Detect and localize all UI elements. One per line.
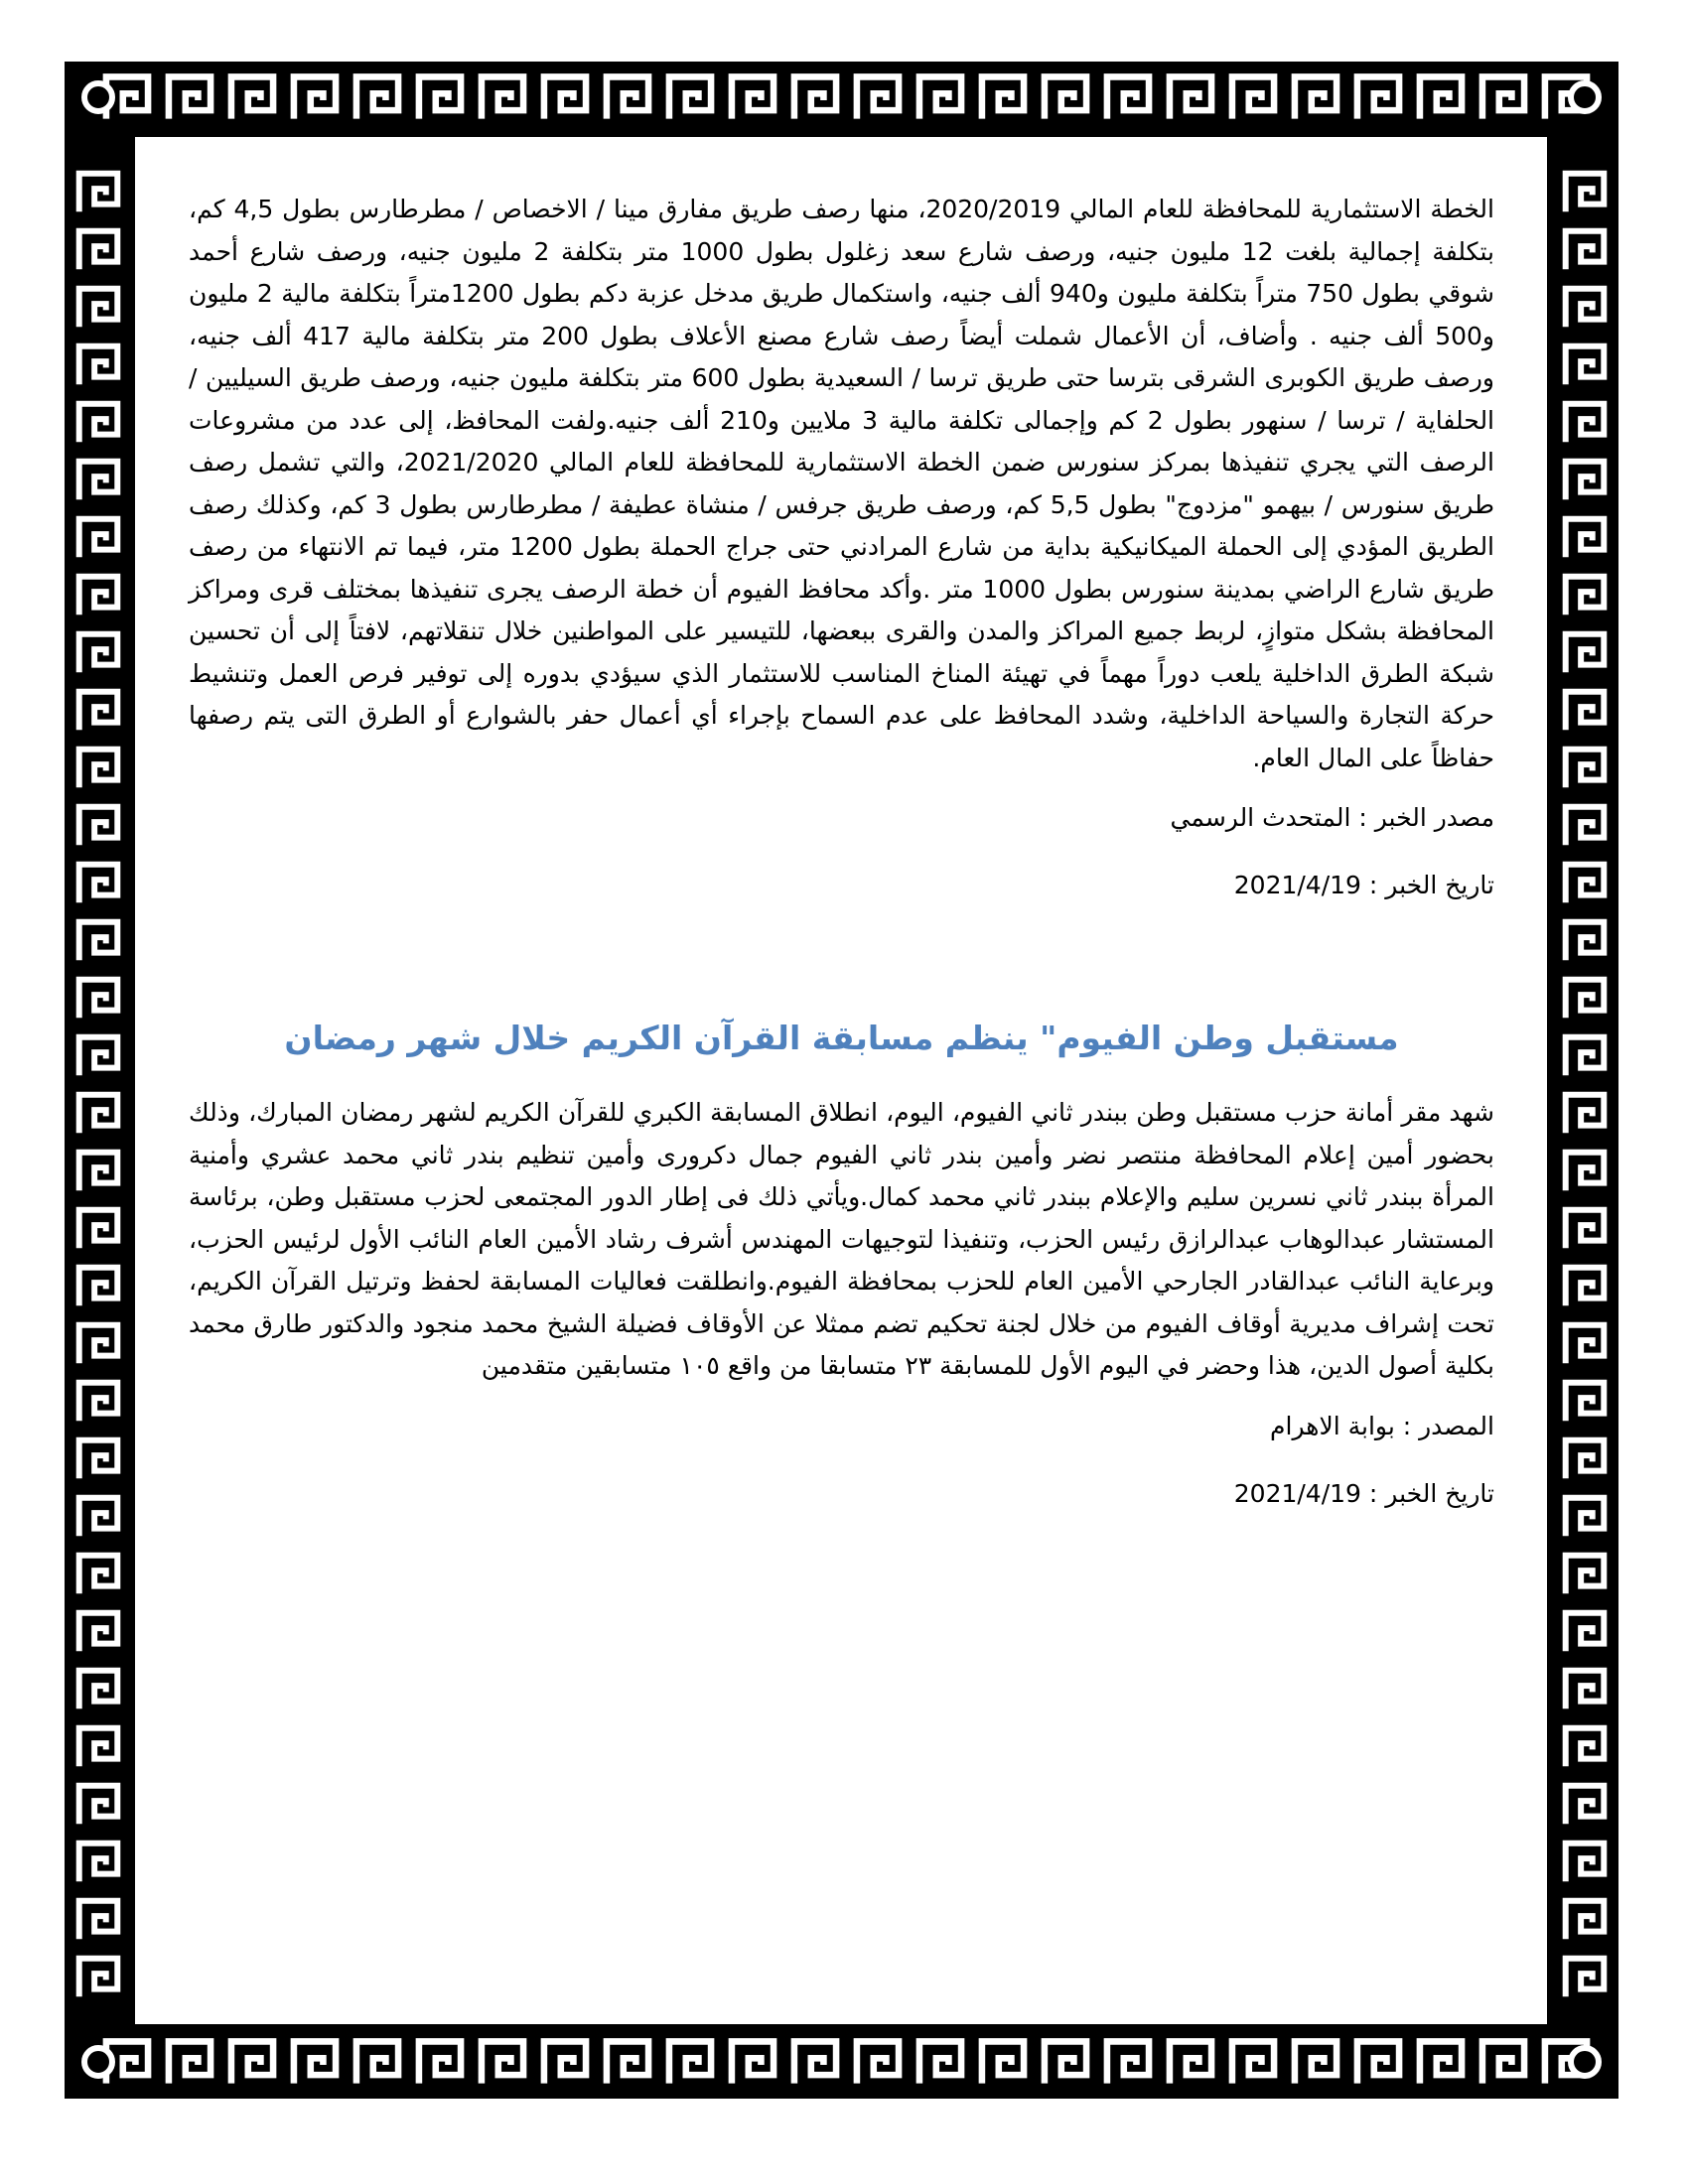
greek-key-tile bbox=[79, 1556, 118, 1594]
greek-key-tile bbox=[79, 1268, 118, 1306]
greek-key-tile bbox=[1566, 922, 1605, 961]
greek-key-tile bbox=[544, 2041, 586, 2083]
greek-key-tile bbox=[79, 1843, 118, 1882]
greek-key-tile bbox=[1566, 174, 1605, 212]
greek-key-tile bbox=[1566, 462, 1605, 500]
greek-key-tile bbox=[607, 76, 648, 118]
greek-key-tile bbox=[79, 980, 118, 1019]
greek-key-tile bbox=[231, 2041, 273, 2083]
greek-key-tile bbox=[857, 2041, 899, 2083]
greek-key-tile bbox=[79, 519, 118, 558]
greek-key-tile bbox=[169, 76, 211, 118]
greek-key-tile bbox=[794, 2041, 836, 2083]
corner-circle-ornament bbox=[84, 83, 112, 111]
greek-key-tile bbox=[1566, 1095, 1605, 1134]
article2-source: المصدر : بوابة الاهرام bbox=[1270, 1411, 1494, 1440]
greek-key-tile bbox=[1566, 865, 1605, 903]
greek-key-tile bbox=[1566, 346, 1605, 385]
greek-key-tile bbox=[79, 1671, 118, 1709]
greek-key-tile bbox=[1357, 2041, 1399, 2083]
greek-key-tile bbox=[1357, 76, 1399, 118]
document-content bbox=[189, 189, 1494, 1511]
article1-body: الخطة الاستثمارية للمحافظة للعام المالي 2020/2019، منها رصف طريق مفارق مينا / الاخصاص / مطرطارس بطول 4,5 كم، بتكلفة إجمالية بلغت 12 مليون جنيه، ورصف شارع سعد زغلول بطول 1000 متر بتكلفة 2 مليون جنيه، ورصف شارع أحمد شوقي بطول 750 متراً بتكلفة مليون و940 ألف جنيه، واستكمال طريق مدخل عزبة دكم بطول 1200متراً بتكلفة مالية 2 مليون و500 ألف جنيه . وأضاف، أن الأعمال شملت أيضاً رصف شارع مصنع الأعلاف بطول 200 متر بتكلفة مالية 417 ألف جنيه، ورصف طريق الكوبرى الشرقى بترسا حتى طريق ترسا / السعيدية بطول 600 متر بتكلفة مليون جنيه، ورصف طريق السيليين / الحلفاية / ترسا / سنهور بطول 2 كم وإجمالى تكلفة مالية 3 ملايين و210 ألف جنيه.ولفت المحافظ، إلى عدد من مشروعات الرصف التي يجري تنفيذها بمركز سنورس ضمن الخطة الاستثمارية للمحافظة للعام المالي 2021/2020، والتي تشمل رصف طريق سنورس / بيهمو "مزدوج" بطول 5,5 كم، ورصف طريق جرفس / منشاة عطيفة / مطرطارس بطول 3 كم، وكذلك رصف الطريق المؤدي إلى الحملة الميكانيكية بداية من شارع المرادني حتى جراج الحملة بطول 1200 متر، فيما تم الانتهاء من رصف طريق شارع الراضي بمدينة سنورس بطول 1000 متر .وأكد محافظ الفيوم أن خطة الرصف يجرى تنفيذها بمختلف قرى ومراكز المحافظة بشكل متوازٍ، لربط جميع المراكز والمدن والقرى ببعضها، للتيسير على المواطنين خلال تنقلاتهم، لافتاً إلى أن تحسين شبكة الطرق الداخلية يلعب دوراً مهماً في تهيئة المناخ المناسب للاستثمار الذي سيؤدي بدوره إلى توفير فرص العمل وتنشيط حركة التجارة والسياحة الداخلية، وشدد المحافظ على عدم السماح بإجراء أي أعمال حفر بالشوارع أو الطرق التى يتم رصفها حفاظاً على المال العام. bbox=[189, 195, 1495, 772]
greek-key-tile bbox=[1566, 1268, 1605, 1306]
greek-key-tile bbox=[79, 289, 118, 328]
greek-key-tile bbox=[1420, 2041, 1462, 2083]
greek-key-tile bbox=[1566, 1786, 1605, 1825]
greek-key-tile bbox=[982, 76, 1024, 118]
greek-key-tile bbox=[1295, 76, 1336, 118]
greek-key-tile bbox=[79, 174, 118, 212]
greek-key-tile bbox=[356, 2041, 398, 2083]
greek-key-tile bbox=[79, 346, 118, 385]
greek-key-tile bbox=[79, 1786, 118, 1825]
greek-key-tile bbox=[1566, 1728, 1605, 1767]
greek-key-tile bbox=[1170, 2041, 1211, 2083]
greek-key-tile bbox=[294, 76, 336, 118]
greek-key-tile bbox=[1232, 2041, 1274, 2083]
greek-key-tile bbox=[1566, 404, 1605, 443]
greek-key-tile bbox=[482, 76, 523, 118]
greek-key-tile bbox=[1566, 1440, 1605, 1479]
greek-key-tile bbox=[1170, 76, 1211, 118]
greek-key-tile bbox=[79, 865, 118, 903]
greek-key-tile bbox=[79, 1325, 118, 1364]
greek-key-tile bbox=[607, 2041, 648, 2083]
greek-key-tile bbox=[79, 231, 118, 270]
greek-key-tile bbox=[294, 2041, 336, 2083]
border-left-band bbox=[65, 134, 132, 2026]
greek-key-tile bbox=[732, 2041, 774, 2083]
greek-key-tile bbox=[419, 2041, 461, 2083]
greek-key-tile bbox=[1566, 1959, 1605, 1997]
greek-key-tile bbox=[1566, 289, 1605, 328]
greek-key-tile bbox=[919, 2041, 961, 2083]
greek-key-tile bbox=[1566, 1325, 1605, 1364]
greek-key-tile bbox=[1566, 1153, 1605, 1191]
greek-key-tile bbox=[79, 750, 118, 788]
article1-date: تاريخ الخبر : 2021/4/19 bbox=[1233, 871, 1494, 899]
greek-key-tile bbox=[1566, 1843, 1605, 1882]
greek-key-tile bbox=[544, 76, 586, 118]
greek-key-tile bbox=[919, 76, 961, 118]
greek-key-tile bbox=[1232, 76, 1274, 118]
greek-key-tile bbox=[79, 1901, 118, 1940]
greek-key-tile bbox=[1566, 1383, 1605, 1422]
greek-key-tile bbox=[79, 1037, 118, 1076]
border-bottom-band bbox=[65, 2026, 1618, 2099]
greek-key-tile bbox=[732, 76, 774, 118]
greek-key-tile bbox=[482, 2041, 523, 2083]
greek-key-tile bbox=[1420, 76, 1462, 118]
greek-key-tile bbox=[79, 1210, 118, 1249]
corner-circle-ornament bbox=[1571, 2048, 1599, 2076]
greek-key-tile bbox=[79, 1959, 118, 1997]
greek-key-tile bbox=[1566, 1901, 1605, 1940]
greek-key-tile bbox=[1566, 807, 1605, 846]
greek-key-tile bbox=[1566, 231, 1605, 270]
article2-body: شهد مقر أمانة حزب مستقبل وطن ببندر ثاني الفيوم، اليوم، انطلاق المسابقة الكبري للقرآن الكريم لشهر رمضان المبارك، وذلك بحضور أمين إعلام المحافظة منتصر نضر وأمين بندر ثاني الفيوم جمال دكرورى وأمين تنظيم بندر ثاني محمد عشري وأمنية المرأة ببندر ثاني نسرين سليم والإعلام ببندر ثاني محمد كمال.ويأتي ذلك فى إطار الدور المجتمعى لحزب مستقبل وطن، برئاسة المستشار عبدالوهاب عبدالرازق رئيس الحزب، وتنفيذا لتوجيهات المهندس أشرف رشاد الأمين العام النائب الأول لرئيس الحزب، وبرعاية النائب عبدالقادر الجارحي الأمين العام للحزب بمحافظة الفيوم.وانطلقت فعاليات المسابقة لحفظ وترتيل القرآن الكريم، تحت إشراف مديرية أوقاف الفيوم من خلال لجنة تحكيم تضم ممثلا عن الأوقاف فضيلة الشيخ محمد منجود والدكتور طارق محمد بكلية أصول الدين، هذا وحضر في اليوم الأول للمسابقة ٢٣ متسابقا من واقع ١٠٥ متسابقين متقدمين bbox=[189, 1098, 1494, 1380]
greek-key-tile bbox=[1566, 980, 1605, 1019]
greek-key-tile bbox=[356, 76, 398, 118]
corner-circle-ornament bbox=[1571, 83, 1599, 111]
greek-key-tile bbox=[1482, 76, 1524, 118]
greek-key-tile bbox=[1566, 1671, 1605, 1709]
greek-key-tile bbox=[1566, 750, 1605, 788]
greek-key-tile bbox=[1566, 634, 1605, 673]
border-right-band bbox=[1551, 134, 1618, 2026]
greek-key-tile bbox=[1566, 1498, 1605, 1537]
greek-key-tile bbox=[857, 76, 899, 118]
greek-key-tile bbox=[79, 1728, 118, 1767]
greek-key-tile bbox=[79, 922, 118, 961]
greek-key-tile bbox=[1566, 1037, 1605, 1076]
article1-source: مصدر الخبر : المتحدث الرسمي bbox=[1170, 803, 1494, 832]
greek-key-tile bbox=[1566, 577, 1605, 615]
greek-key-tile bbox=[794, 76, 836, 118]
greek-key-tile bbox=[1045, 76, 1086, 118]
greek-key-tile bbox=[79, 634, 118, 673]
greek-key-tile bbox=[669, 2041, 711, 2083]
greek-key-tile bbox=[79, 1095, 118, 1134]
greek-key-tile bbox=[419, 76, 461, 118]
greek-key-tile bbox=[231, 76, 273, 118]
border-top-band bbox=[65, 62, 1618, 134]
greek-key-tile bbox=[79, 1153, 118, 1191]
greek-key-tile bbox=[79, 462, 118, 500]
greek-key-tile bbox=[1107, 2041, 1149, 2083]
greek-key-tile bbox=[169, 2041, 211, 2083]
greek-key-tile bbox=[79, 807, 118, 846]
greek-key-tile bbox=[79, 404, 118, 443]
greek-key-tile bbox=[1045, 2041, 1086, 2083]
greek-key-tile bbox=[79, 1440, 118, 1479]
greek-key-tile bbox=[1566, 1613, 1605, 1652]
greek-key-tile bbox=[1295, 2041, 1336, 2083]
greek-key-tile bbox=[79, 692, 118, 731]
article2-title: مستقبل وطن الفيوم" ينظم مسابقة القرآن الكريم خلال شهر رمضان bbox=[284, 1019, 1399, 1057]
corner-circle-ornament bbox=[84, 2048, 112, 2076]
greek-key-tile bbox=[1482, 2041, 1524, 2083]
greek-key-tile bbox=[982, 2041, 1024, 2083]
greek-key-tile bbox=[79, 1498, 118, 1537]
greek-key-tile bbox=[1566, 519, 1605, 558]
greek-key-tile bbox=[79, 577, 118, 615]
greek-key-tile bbox=[1566, 1210, 1605, 1249]
greek-key-tile bbox=[1566, 1556, 1605, 1594]
greek-key-tile bbox=[1107, 76, 1149, 118]
greek-key-tile bbox=[669, 76, 711, 118]
greek-key-tile bbox=[79, 1613, 118, 1652]
greek-key-tile bbox=[79, 1383, 118, 1422]
greek-key-tile bbox=[1566, 692, 1605, 731]
article2-date: تاريخ الخبر : 2021/4/19 bbox=[1233, 1478, 1494, 1508]
